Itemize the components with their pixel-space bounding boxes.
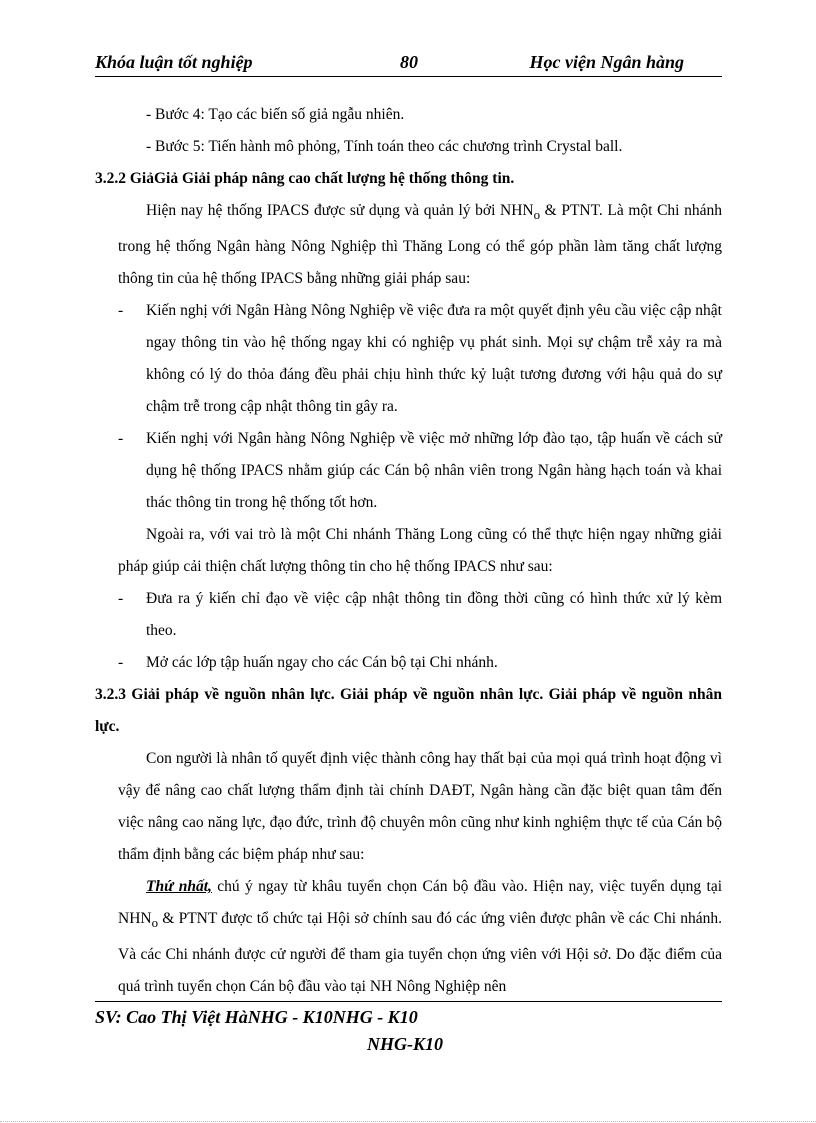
section-heading-3-2-3: 3.2.3 Giải pháp về nguồn nhân lực. Giải pháp về nguồn nhân lực. Giải pháp về nguồn nhân lực. <box>95 686 722 736</box>
paragraph-branch-solutions: Ngoài ra, với vai trò là một Chi nhánh Thăng Long cũng có thể thực hiện ngay những giải pháp giúp cải thiện chất lượng thông tin cho hệ thống IPACS như sau: <box>118 526 722 576</box>
paragraph-ipacs-intro-part1: Hiện nay hệ thống IPACS được sử dụng và quản lý bởi NHN <box>146 202 534 219</box>
page-header <box>95 52 722 77</box>
bullet-text-update-info: Kiến nghị với Ngân Hàng Nông Nghiệp về việc đưa ra một quyết định yêu cầu việc cập nhật ngay thông tin vào hệ thống ngay khi có nghiệp vụ phát sinh. Mọi sự chậm trễ xảy ra mà không có lý do thỏa đáng đều phải chịu hình thức kỷ luật tương đương với hậu quả do sự chậm trễ trong cập nhật thông tin gây ra. <box>146 302 722 416</box>
first-measure-label: Thứ nhất, <box>146 878 212 896</box>
bullet-text-training: Kiến nghị với Ngân hàng Nông Nghiệp về việc mở những lớp đào tạo, tập huấn về cách sử dụng hệ thống IPACS nhằm giúp các Cán bộ nhân viên trong Ngân hàng hạch toán và khai thác thông tin trong hệ thống tốt hơn. <box>146 430 722 512</box>
section-heading-3-2-2: 3.2.2 GiảGiả Giải pháp nâng cao chất lượng hệ thống thông tin. <box>95 170 515 187</box>
header-thesis-title: Khóa luận tốt nghiệp <box>95 52 253 72</box>
footer-class: NHG-K10 <box>367 1034 443 1054</box>
paragraph-human-resources: Con người là nhân tố quyết định việc thành công hay thất bại của mọi quá trình hoạt động vì vậy để nâng cao chất lượng thẩm định tài chính DAĐT, Ngân hàng cần đặc biệt quan tâm đến việc nâng cao năng lực, đạo đức, trình độ chuyên môn cũng như kinh nghiệm thực tế của Cán bộ thẩm định bằng các biệm pháp như sau: <box>118 750 722 864</box>
paragraph-ipacs-intro-part2: & PTNT. Là một Chi nhánh trong hệ thống Ngân hàng Nông Nghiệp thì Thăng Long có thể góp phần làm tăng chất lượng thông tin của hệ thống IPACS bằng những giải pháp sau: <box>118 202 722 288</box>
subscript-o: o <box>533 207 541 223</box>
first-measure-part2: & PTNT được tổ chức tại Hội sở chính sau đó các ứng viên được phân về các Chi nhánh. Và các Chi nhánh được cử người để tham gia tuyển chọn ứng viên với Hội sở. Do đặc điểm của quá trình tuyển chọn Cán bộ đầu vào tại NH Nông Nghiệp nên <box>118 910 722 996</box>
header-page-number: 80 <box>400 52 418 72</box>
bullet-text-classes: Mở các lớp tập huấn ngay cho các Cán bộ tại Chi nhánh. <box>146 654 498 672</box>
page-footer <box>95 1004 722 1058</box>
bullet-item <box>118 583 722 647</box>
header-institution: Học viện Ngân hàng <box>529 52 684 72</box>
step-4: - Bước 4: Tạo các biến số giả ngẫu nhiên. <box>146 106 405 123</box>
bullet-dash: - <box>118 590 124 608</box>
paragraph-first-measure <box>118 871 722 1003</box>
footer-student: SV: Cao Thị Việt HàNHG - K10NHG - K10 <box>95 1007 418 1027</box>
first-measure-part1: chú ý ngay từ khâu tuyển chọn Cán bộ đầu vào. Hiện nay, việc tuyển dụng tại NHN <box>118 878 723 928</box>
bullet-dash: - <box>118 654 124 672</box>
bullet-dash: - <box>118 302 124 320</box>
page-body <box>95 99 723 1003</box>
bullet-item <box>118 647 722 679</box>
bullet-item <box>118 295 722 423</box>
bullet-dash: - <box>118 430 124 448</box>
paragraph-ipacs-intro <box>118 195 722 295</box>
bullet-text-directive: Đưa ra ý kiến chỉ đạo về việc cập nhật thông tin đồng thời cũng có hình thức xử lý kèm theo. <box>146 590 722 640</box>
page-bottom-border <box>0 1121 816 1122</box>
subscript-o: o <box>151 915 159 931</box>
bullet-item <box>118 423 722 519</box>
step-5: - Bước 5: Tiến hành mô phỏng, Tính toán theo các chương trình Crystal ball. <box>146 138 623 155</box>
footer-rule <box>95 1001 722 1002</box>
